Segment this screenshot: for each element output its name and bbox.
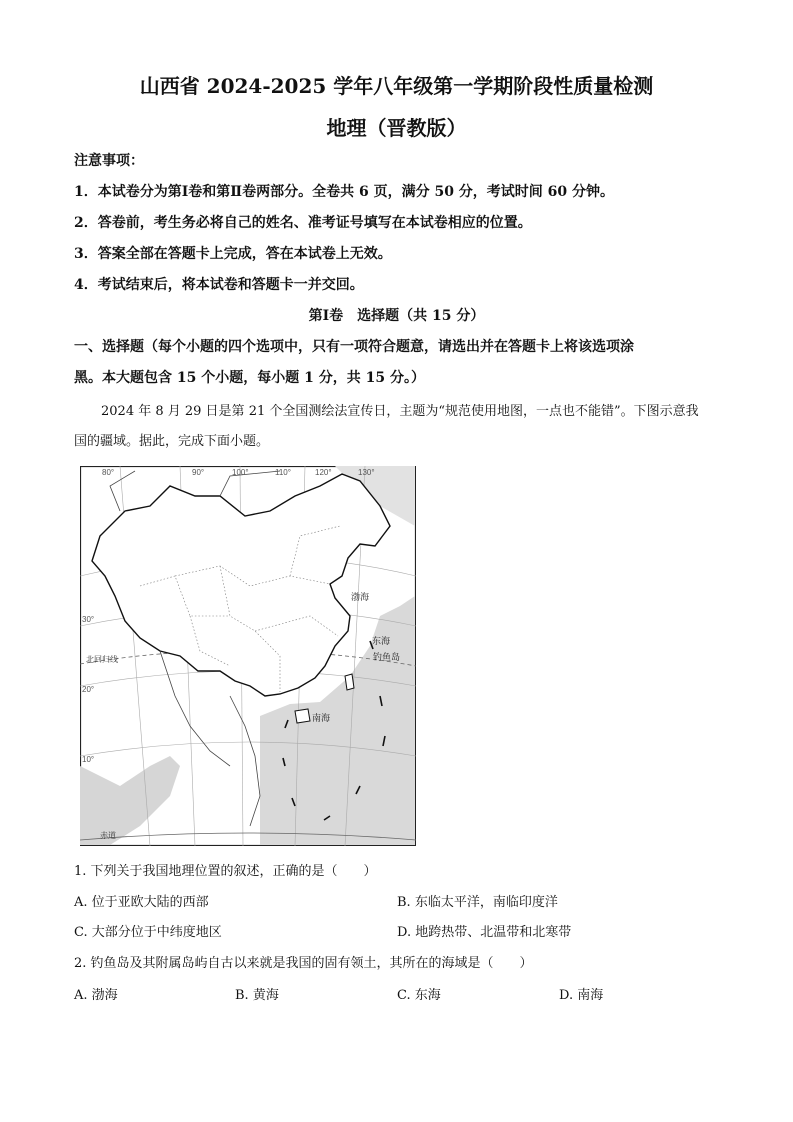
bohai-label: 渤海	[351, 593, 370, 603]
q2-option-b[interactable]: B. 黄海	[235, 988, 279, 1003]
question-1-stem: 1. 下列关于我国地理位置的叙述，正确的是（ ）	[74, 864, 377, 879]
exam-title: 山西省 2024-2025 学年八年级第一学期阶段性质量检测	[139, 74, 654, 98]
note-item-4: 4．考试结束后，将本试卷和答题卡一并交回。	[74, 277, 364, 293]
nanhai-label: 南海	[312, 714, 331, 724]
q2-option-d[interactable]: D. 南海	[559, 988, 604, 1003]
q1-option-a[interactable]: A. 位于亚欧大陆的西部	[74, 895, 209, 910]
note-item-1: 1．本试卷分为第Ⅰ卷和第Ⅱ卷两部分。全卷共 6 页，满分 50 分，考试时间 60 分钟。	[74, 184, 615, 200]
donghai-label: 东海	[372, 637, 391, 647]
section-title: 第Ⅰ卷 选择题（共 15 分）	[308, 308, 485, 324]
section-instruction-line2: 黑。本大题包含 15 个小题，每小题 1 分，共 15 分。）	[74, 370, 425, 386]
q2-option-a[interactable]: A. 渤海	[74, 988, 118, 1003]
q1-option-d[interactable]: D. 地跨热带、北温带和北寒带	[397, 925, 572, 940]
diaoyu-label: 钓鱼岛	[373, 653, 401, 663]
intro-line1: 2024 年 8 月 29 日是第 21 个全国测绘法宣传日，主题为“规范使用地图，一点也不能错”。下图示意我	[101, 404, 699, 419]
section-instruction-line1: 一、选择题（每个小题的四个选项中，只有一项符合题意，请选出并在答题卡上将该选项涂	[74, 339, 634, 355]
equator-label: 赤道	[100, 831, 116, 840]
china-territory-map	[80, 466, 416, 846]
lat-label-20: 20°	[82, 685, 95, 694]
question-2-stem: 2. 钓鱼岛及其附属岛屿自古以来就是我国的固有领土，其所在的海域是（ ）	[74, 956, 533, 971]
lon-label-90: 90°	[192, 468, 205, 477]
intro-line2: 国的疆域。据此，完成下面小题。	[74, 434, 270, 449]
lon-label-110: 110°	[275, 468, 291, 477]
q2-option-c[interactable]: C. 东海	[397, 988, 441, 1003]
lat-label-30: 30°	[82, 615, 95, 624]
lat-label-10: 10°	[82, 755, 95, 764]
lon-label-80: 80°	[102, 468, 115, 477]
lon-label-130: 130°	[358, 468, 375, 477]
exam-subtitle: 地理（晋教版）	[326, 116, 467, 140]
lon-label-100: 100°	[232, 468, 249, 477]
q1-option-c[interactable]: C. 大部分位于中纬度地区	[74, 925, 222, 940]
notes-heading: 注意事项：	[74, 153, 144, 169]
lon-label-120: 120°	[315, 468, 332, 477]
q1-option-b[interactable]: B. 东临太平洋，南临印度洋	[397, 895, 558, 910]
note-item-3: 3．答案全部在答题卡上完成，答在本试卷上无效。	[74, 246, 392, 262]
tropic-label: 北回归线	[86, 655, 118, 664]
note-item-2: 2．答卷前，考生务必将自己的姓名、准考证号填写在本试卷相应的位置。	[74, 215, 532, 231]
